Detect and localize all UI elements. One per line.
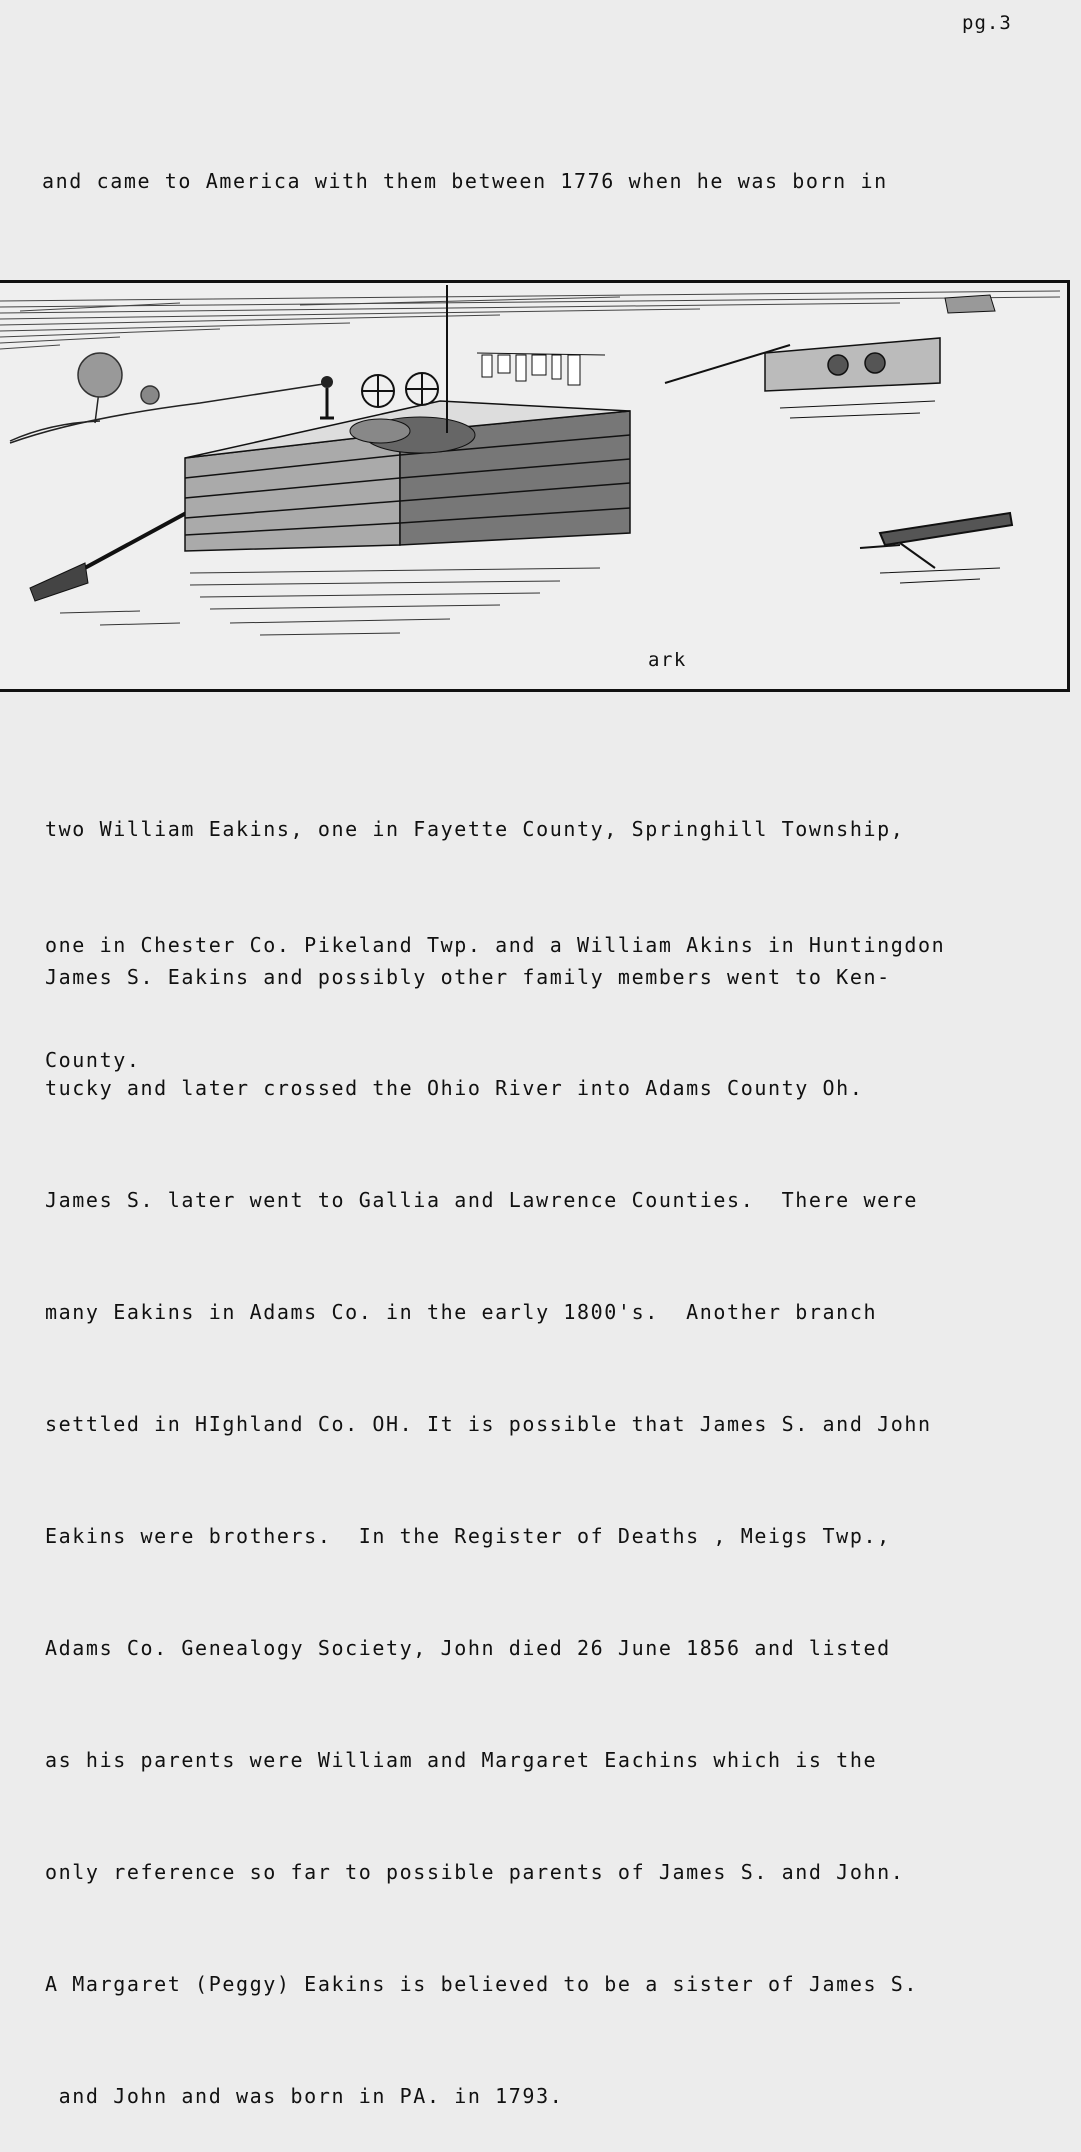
text-line: County. xyxy=(45,1048,141,1072)
text-line: James S. Eakins and possibly other family members went to Ken- xyxy=(45,964,891,989)
text-line: many Eakins in Adams Co. in the early 1800's. Another branch xyxy=(45,1300,878,1325)
text-line: two William Eakins, one in Fayette County, Springhill Township, xyxy=(45,817,905,841)
figure-caption: ark xyxy=(648,649,687,671)
page-number: pg.3 xyxy=(962,12,1012,34)
text-line: settled in HIghland Co. OH. It is possible that James S. and John xyxy=(45,1412,932,1437)
river-bank-hatching xyxy=(0,291,1060,349)
ark-illustration xyxy=(0,280,1070,692)
water-reflections xyxy=(60,568,600,635)
text-line: one in Chester Co. Pikeland Twp. and a William Akins in Huntingdon xyxy=(45,932,946,957)
text-line: James S. later went to Gallia and Lawrence Counties. There were xyxy=(45,1188,919,1213)
floating-log xyxy=(860,513,1012,583)
text-line: and came to America with them between 1776 when he was born in xyxy=(42,169,888,193)
text-line: Eakins were brothers. In the Register of Deaths , Meigs Twp., xyxy=(45,1524,891,1549)
text-line: as his parents were William and Margaret Eachins which is the xyxy=(45,1747,878,1772)
text-line: Adams Co. Genealogy Society, John died 26 June 1856 and listed xyxy=(45,1635,891,1660)
laundry xyxy=(482,355,580,385)
wagon-wheels xyxy=(362,373,438,407)
text-line: and John and was born in PA. in 1793. xyxy=(45,2083,564,2108)
paragraph-bottom xyxy=(45,884,932,2152)
text-line: A Margaret (Peggy) Eakins is believed to be a sister of James S. xyxy=(45,1971,919,1996)
shore-tree xyxy=(10,353,330,443)
distant-boat xyxy=(665,338,940,418)
text-line: only reference so far to possible parents of James S. and John. xyxy=(45,1859,905,1884)
ark-drawing xyxy=(0,283,1070,692)
text-line: tucky and later crossed the Ohio River into Adams County Oh. xyxy=(45,1076,864,1101)
